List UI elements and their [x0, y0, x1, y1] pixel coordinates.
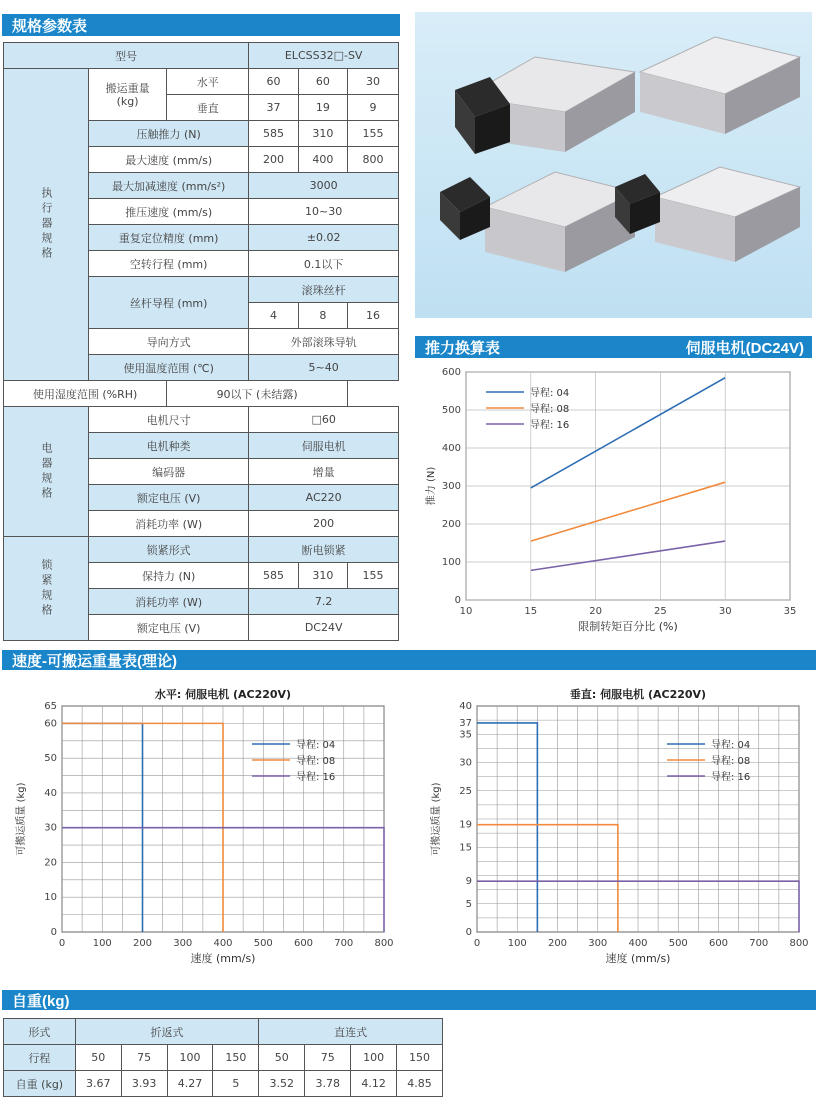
legend-label: 导程: 04: [530, 388, 570, 399]
cell: 150: [213, 1045, 259, 1071]
y-tick-label: 200: [441, 519, 461, 530]
legend-label: 导程: 08: [530, 404, 570, 415]
y-tick-label: 500: [441, 405, 461, 416]
y-tick-label: 600: [441, 367, 461, 378]
thrust-title-bar: [415, 336, 812, 358]
row-label: 形式: [4, 1019, 76, 1045]
row-label: 重复定位精度 (mm): [89, 225, 249, 251]
table-row: [4, 1019, 443, 1045]
y-tick-label: 19: [459, 819, 472, 831]
cell: 19: [298, 95, 347, 121]
speed-title: 速度-可搬运重量表(理论): [12, 652, 177, 670]
cell: 16: [348, 303, 399, 329]
cell: 800: [348, 147, 399, 173]
cell: DC24V: [249, 615, 399, 641]
x-tick-label: 800: [789, 938, 809, 949]
actuator-image: [640, 37, 800, 134]
legend-label: 导程: 16: [711, 772, 751, 783]
x-tick-label: 30: [718, 606, 732, 617]
cell: 5~40: [249, 355, 399, 381]
horizontal-chart: [0, 674, 400, 982]
section-lock: 锁紧规格: [4, 537, 89, 641]
payload-horizontal: 水平: [167, 69, 249, 95]
y-axis-label: 推力 (N): [426, 466, 437, 506]
legend-label: 导程: 04: [711, 740, 751, 751]
row-label: 保持力 (N): [89, 563, 249, 589]
y-tick-label: 0: [50, 927, 57, 938]
cell: 75: [305, 1045, 351, 1071]
y-tick-label: 400: [441, 443, 461, 454]
legend-label: 导程: 16: [530, 420, 570, 431]
cell: 4.27: [167, 1071, 213, 1097]
spec-title: 规格参数表: [12, 17, 88, 35]
chart-title: 水平: 伺服电机 (AC220V): [154, 688, 292, 701]
row-label: 使用温度范围 (℃): [89, 355, 249, 381]
chart-title: 垂直: 伺服电机 (AC220V): [569, 688, 707, 701]
x-tick-label: 100: [92, 938, 112, 949]
x-tick-label: 500: [668, 938, 688, 949]
cell: 4.12: [351, 1071, 397, 1097]
y-tick-label: 37: [459, 717, 472, 729]
header-label: 型号: [4, 43, 249, 69]
row-label: 电机尺寸: [89, 407, 249, 433]
cell: 3.67: [75, 1071, 121, 1097]
section-electric: 电器规格: [4, 407, 89, 537]
x-tick-label: 800: [374, 938, 394, 949]
cell: 60: [298, 69, 347, 95]
x-tick-label: 400: [213, 938, 233, 949]
actuator-image: [455, 57, 635, 154]
y-tick-label: 5: [465, 898, 472, 910]
y-tick-label: 0: [465, 927, 472, 938]
cell: 310: [298, 563, 347, 589]
x-tick-label: 300: [588, 938, 608, 949]
cell: 200: [249, 147, 298, 173]
actuator-image: [615, 167, 800, 262]
cell: ±0.02: [249, 225, 399, 251]
thrust-subtitle: 伺服电机(DC24V): [685, 339, 804, 357]
section-actuator: 执行器规格: [4, 69, 89, 381]
row-label: 额定电压 (V): [89, 485, 249, 511]
x-axis-label: 限制转矩百分比 (%): [578, 620, 678, 633]
row-label: 最大加减速度 (mm/s²): [89, 173, 249, 199]
legend-label: 导程: 04: [296, 740, 336, 751]
table-row: [4, 381, 399, 407]
x-tick-label: 35: [783, 606, 797, 617]
y-tick-label: 30: [459, 757, 472, 769]
x-axis-label: 速度 (mm/s): [605, 952, 671, 965]
y-tick-label: 20: [44, 857, 57, 869]
y-axis-label: 可搬运质量 (kg): [431, 782, 442, 856]
legend-label: 导程: 08: [296, 756, 336, 767]
cell: 增量: [249, 459, 399, 485]
row-label: 编码器: [89, 459, 249, 485]
cell: 0.1以下: [249, 251, 399, 277]
cell: 90以下 (未结露): [167, 381, 348, 407]
x-tick-label: 600: [708, 938, 729, 949]
cell: 60: [249, 69, 298, 95]
cell: 8: [298, 303, 347, 329]
cell: 伺服电机: [249, 433, 399, 459]
payload-label: 搬运重量 (kg): [89, 69, 167, 121]
row-label: 使用湿度范围 (%RH): [4, 381, 167, 407]
x-tick-label: 400: [628, 938, 648, 949]
x-tick-label: 20: [589, 606, 602, 617]
cell: 折返式: [75, 1019, 259, 1045]
x-tick-label: 25: [654, 606, 667, 617]
cell: 50: [259, 1045, 305, 1071]
x-tick-label: 0: [58, 938, 66, 949]
row-label: 空转行程 (mm): [89, 251, 249, 277]
cell: 100: [167, 1045, 213, 1071]
legend-label: 导程: 08: [711, 756, 751, 767]
row-label: 额定电压 (V): [89, 615, 249, 641]
cell: 断电锁紧: [249, 537, 399, 563]
cell: 100: [351, 1045, 397, 1071]
cell: 155: [348, 121, 399, 147]
row-label: 自重 (kg): [4, 1071, 76, 1097]
row-label: 消耗功率 (W): [89, 589, 249, 615]
legend-label: 导程: 16: [296, 772, 336, 783]
y-axis-label: 可搬运质量 (kg): [16, 782, 27, 856]
weight-title-bar: [2, 990, 816, 1010]
row-label: 压触推力 (N): [89, 121, 249, 147]
x-tick-label: 300: [173, 938, 193, 949]
table-row: [4, 1045, 443, 1071]
x-tick-label: 15: [524, 606, 538, 617]
cell: 585: [249, 121, 298, 147]
y-tick-label: 50: [44, 753, 57, 765]
x-tick-label: 500: [253, 938, 273, 949]
y-tick-label: 65: [44, 701, 57, 712]
cell: AC220: [249, 485, 399, 511]
y-tick-label: 15: [459, 842, 472, 854]
cell: 30: [348, 69, 399, 95]
weight-title: 自重(kg): [12, 992, 70, 1010]
row-label: 导向方式: [89, 329, 249, 355]
table-row: [4, 43, 399, 69]
cell: 3.93: [121, 1071, 167, 1097]
cell: 3.78: [305, 1071, 351, 1097]
x-tick-label: 200: [132, 938, 153, 949]
row-label: 锁紧形式: [89, 537, 249, 563]
cell: 150: [397, 1045, 443, 1071]
row-label: 电机种类: [89, 433, 249, 459]
cell: 4.85: [397, 1071, 443, 1097]
spec-table: [3, 42, 399, 641]
y-tick-label: 25: [459, 785, 472, 797]
x-tick-label: 200: [547, 938, 568, 949]
actuator-image: [440, 172, 635, 272]
x-tick-label: 600: [293, 938, 314, 949]
y-tick-label: 100: [441, 557, 461, 568]
x-axis-label: 速度 (mm/s): [190, 952, 256, 965]
cell: 外部滚珠导轨: [249, 329, 399, 355]
row-label: 行程: [4, 1045, 76, 1071]
cell: 585: [249, 563, 298, 589]
cell: 10~30: [249, 199, 399, 225]
row-label: 消耗功率 (W): [89, 511, 249, 537]
weight-table: [3, 1018, 443, 1097]
cell: 直连式: [259, 1019, 443, 1045]
x-tick-label: 700: [334, 938, 354, 949]
y-tick-label: 40: [459, 701, 472, 712]
table-row: [4, 407, 399, 433]
payload-vertical: 垂直: [167, 95, 249, 121]
row-label: 最大速度 (mm/s): [89, 147, 249, 173]
y-tick-label: 60: [44, 718, 57, 730]
cell: 4: [249, 303, 298, 329]
cell: 3000: [249, 173, 399, 199]
y-tick-label: 30: [44, 822, 57, 834]
cell: 155: [348, 563, 399, 589]
actuator-illustrations: [415, 12, 812, 318]
cell: 200: [249, 511, 399, 537]
x-tick-label: 10: [459, 606, 473, 617]
table-row: [4, 69, 399, 95]
cell: 3.52: [259, 1071, 305, 1097]
y-tick-label: 35: [459, 729, 472, 741]
x-tick-label: 0: [473, 938, 481, 949]
cell: 37: [249, 95, 298, 121]
spec-title-bar: [2, 14, 400, 36]
cell: 400: [298, 147, 347, 173]
cell: 7.2: [249, 589, 399, 615]
y-tick-label: 300: [441, 481, 461, 492]
thrust-title: 推力换算表: [425, 339, 501, 357]
y-tick-label: 40: [44, 787, 57, 799]
cell: 9: [348, 95, 399, 121]
speed-title-bar: [2, 650, 816, 670]
y-tick-label: 10: [44, 892, 57, 904]
row-label: 丝杆导程 (mm): [89, 277, 249, 329]
cell: □60: [249, 407, 399, 433]
product-photo: [415, 12, 812, 318]
thrust-chart: [420, 362, 812, 634]
y-tick-label: 0: [454, 595, 461, 606]
vertical-chart: [415, 674, 815, 982]
cell: 75: [121, 1045, 167, 1071]
table-row: [4, 1071, 443, 1097]
table-row: [4, 537, 399, 563]
row-label: 推压速度 (mm/s): [89, 199, 249, 225]
x-tick-label: 700: [749, 938, 769, 949]
model-name: ELCSS32□-SV: [249, 43, 399, 69]
x-tick-label: 100: [507, 938, 527, 949]
cell: 310: [298, 121, 347, 147]
cell: 滚珠丝杆: [249, 277, 399, 303]
y-tick-label: 9: [465, 876, 472, 888]
cell: 50: [75, 1045, 121, 1071]
cell: 5: [213, 1071, 259, 1097]
